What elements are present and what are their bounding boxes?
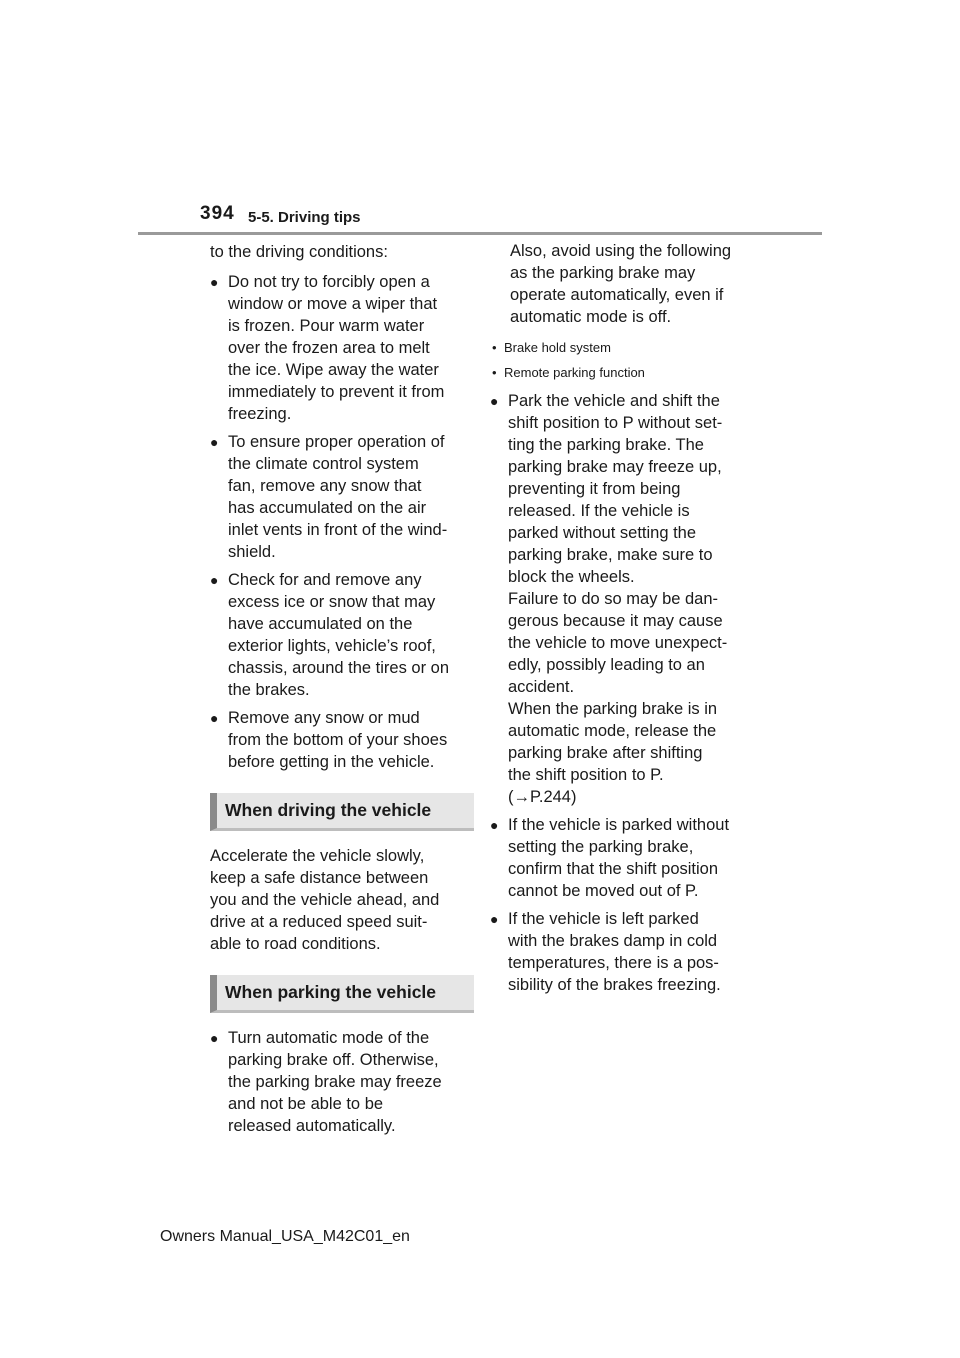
text-line: before getting in the vehicle. (228, 753, 435, 771)
text-line: ting the parking brake. The (508, 436, 704, 454)
text-line: Park the vehicle and shift the (508, 392, 720, 410)
bullet-icon: ● (210, 710, 219, 726)
text-line: preventing it from being (508, 480, 681, 498)
text-line: parking brake off. Otherwise, (228, 1051, 439, 1069)
list-item (210, 707, 485, 773)
text-line: If the vehicle is left parked (508, 910, 699, 928)
text-line: with the brakes damp in cold (508, 932, 718, 950)
text-line: shield. (228, 543, 276, 561)
heading-parking: When parking the vehicle (210, 975, 474, 1013)
text-line: freezing. (228, 405, 292, 423)
text-line: inlet vents in front of the wind- (228, 521, 448, 539)
small-bullet-icon: • (492, 365, 497, 380)
text-line: Accelerate the vehicle slowly, (210, 847, 425, 865)
text-line: keep a safe distance between (210, 869, 429, 887)
list-item (210, 1027, 485, 1137)
text-line: If the vehicle is parked without (508, 816, 730, 834)
text-line: the vehicle to move unexpect- (508, 634, 728, 652)
text-line: the parking brake may freeze (228, 1073, 442, 1091)
text-line: and not be able to be (228, 1095, 384, 1113)
text-line: gerous because it may cause (508, 612, 723, 630)
text-line: accident. (508, 678, 575, 696)
text-line: sibility of the brakes freezing. (508, 976, 721, 994)
bullet-icon: ● (490, 393, 499, 409)
text-line: Check for and remove any (228, 571, 422, 589)
text-line: temperatures, there is a pos- (508, 954, 719, 972)
bullet-icon: ● (490, 911, 499, 927)
bullet-icon: ● (210, 1030, 219, 1046)
list-item (490, 908, 760, 996)
text-line: shift position to P without set- (508, 414, 723, 432)
text-line: parking brake may freeze up, (508, 458, 722, 476)
text-line: Brake hold system (504, 340, 611, 355)
text-line: Failure to do so may be dan- (508, 590, 719, 608)
text-line: able to road conditions. (210, 935, 381, 953)
text-line: from the bottom of your shoes (228, 731, 448, 749)
bullet-icon: ● (490, 817, 499, 833)
text-line: automatic mode is off. (510, 308, 672, 326)
text-line: immediately to prevent it from (228, 383, 445, 401)
text-line: When the parking brake is in (508, 700, 718, 718)
footer-manual-id: Owners Manual_USA_M42C01_en (160, 1228, 410, 1245)
text-line: Turn automatic mode of the (228, 1029, 430, 1047)
text-line: drive at a reduced speed suit- (210, 913, 428, 931)
text-line: released automatically. (228, 1117, 396, 1135)
bullet-icon: ● (210, 274, 219, 290)
list-item (210, 271, 485, 425)
text-line: over the frozen area to melt (228, 339, 430, 357)
text-line: cannot be moved out of P. (508, 882, 699, 900)
list-item (210, 431, 485, 563)
text-line: chassis, around the tires or on (228, 659, 450, 677)
sub-list-item (490, 363, 760, 382)
text-line: the brakes. (228, 681, 310, 699)
text-line: the climate control system (228, 455, 419, 473)
header-divider (138, 232, 822, 235)
text-line: window or move a wiper that (228, 295, 438, 313)
text-line: operate automatically, even if (510, 286, 724, 304)
text-line: you and the vehicle ahead, and (210, 891, 440, 909)
text-line: Also, avoid using the following (510, 242, 732, 260)
text-line: Remote parking function (504, 365, 645, 380)
text-line: setting the parking brake, (508, 838, 694, 856)
page-header (0, 0, 960, 240)
continued-text (490, 240, 760, 328)
text-line: Do not try to forcibly open a (228, 273, 430, 291)
section-title: 5-5. Driving tips (248, 209, 361, 226)
driving-paragraph (210, 845, 485, 955)
text-line: edly, possibly leading to an (508, 656, 705, 674)
intro-text: to the driving conditions: (210, 243, 388, 261)
text-line: has accumulated on the air (228, 499, 427, 517)
text-line: is frozen. Pour warm water (228, 317, 425, 335)
bullet-icon: ● (210, 572, 219, 588)
text-line: parking brake, make sure to (508, 546, 713, 564)
text-line: released. If the vehicle is (508, 502, 690, 520)
text-line: exterior lights, vehicle’s roof, (228, 637, 436, 655)
text-line: Remove any snow or mud (228, 709, 420, 727)
text-line: parked without setting the (508, 524, 697, 542)
list-item (210, 569, 485, 701)
list-item (490, 814, 760, 902)
page-number: 394 (200, 203, 235, 224)
left-column (210, 240, 485, 1143)
text-line: the shift position to P. (508, 766, 664, 784)
heading-driving: When driving the vehicle (210, 793, 474, 831)
list-item (490, 390, 760, 808)
text-line: parking brake after shifting (508, 744, 703, 762)
text-line: as the parking brake may (510, 264, 696, 282)
page-reference-link[interactable]: (→P.244) (508, 788, 577, 806)
text-line: fan, remove any snow that (228, 477, 422, 495)
text-line: excess ice or snow that may (228, 593, 436, 611)
text-line: automatic mode, release the (508, 722, 717, 740)
text-line: To ensure proper operation of (228, 433, 445, 451)
text-line: have accumulated on the (228, 615, 413, 633)
text-line: confirm that the shift position (508, 860, 719, 878)
sub-list-item (490, 338, 760, 357)
right-column (490, 240, 760, 1002)
bullet-icon: ● (210, 434, 219, 450)
text-line: block the wheels. (508, 568, 635, 586)
text-line: the ice. Wipe away the water (228, 361, 439, 379)
small-bullet-icon: • (492, 340, 497, 355)
